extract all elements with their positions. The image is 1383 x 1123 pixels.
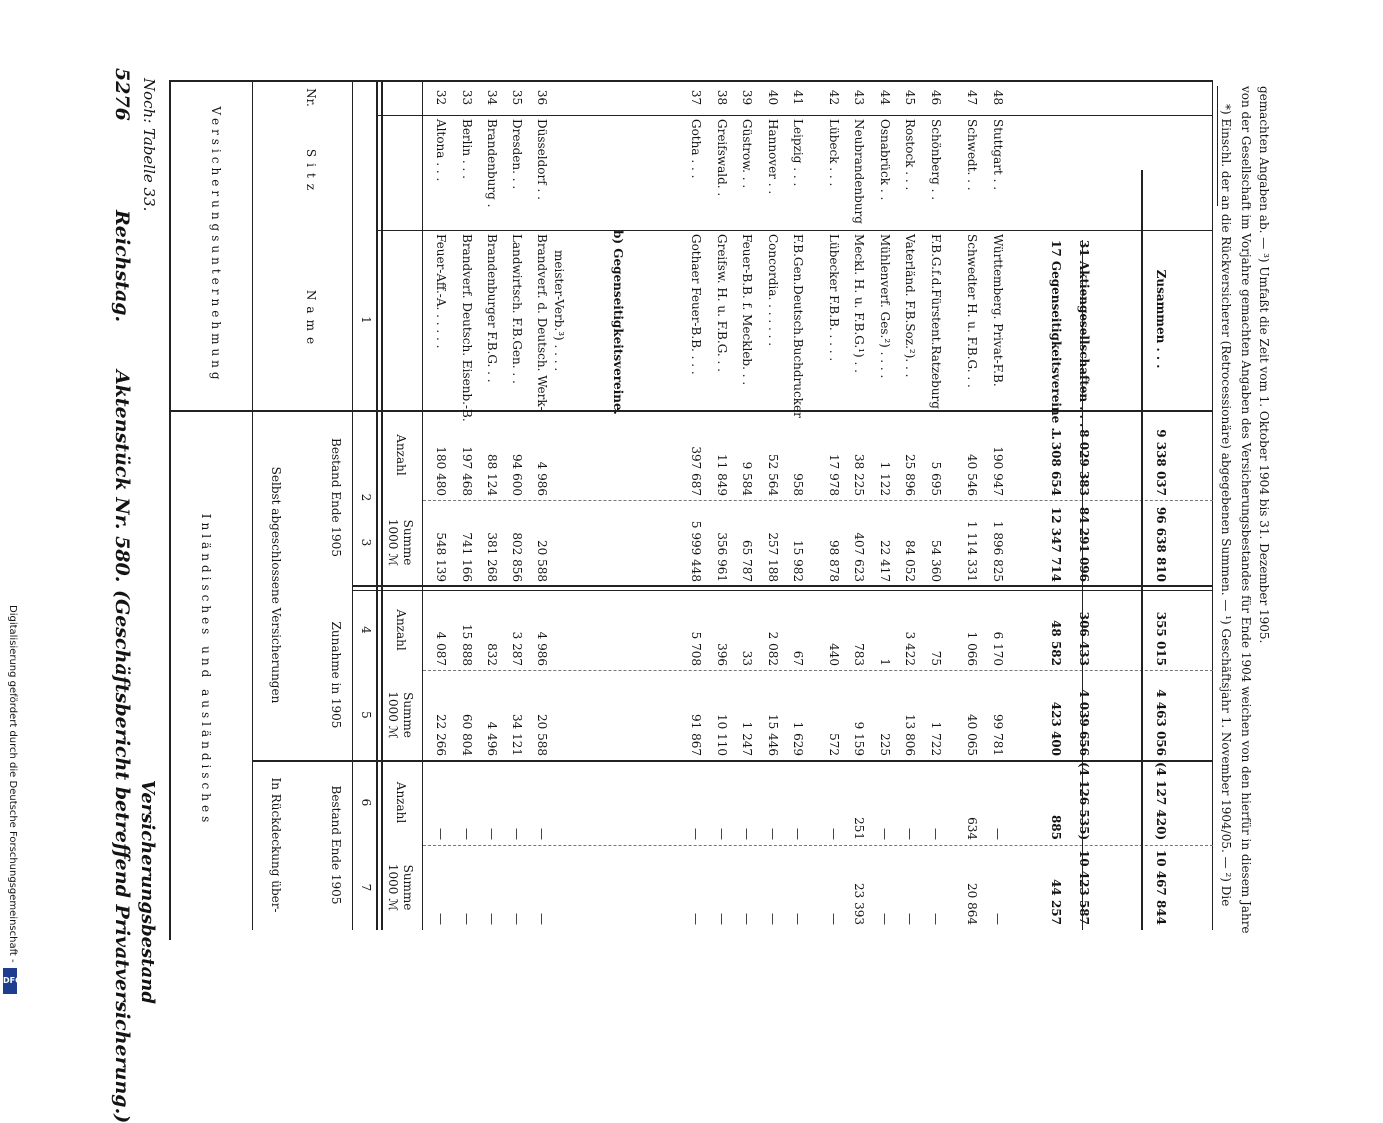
colnum-3: 3 — [359, 538, 373, 547]
table-cell-c2: 88 124 — [485, 454, 499, 496]
table-cell-c2: 190 947 — [991, 446, 1005, 496]
table-cell-c2: 25 896 — [903, 454, 917, 496]
table-cell-c2: 397 687 — [689, 446, 703, 496]
table-cell-nr: 44 — [878, 89, 892, 106]
table-cell-sitz: Berlin . . . — [460, 119, 474, 179]
table-cell-c7: — — [689, 913, 703, 925]
table-top-rule — [169, 80, 171, 940]
table-cell-nr: 45 — [903, 89, 917, 106]
table-cell-c3: 381 268 — [485, 532, 499, 582]
actenstueck-title: Aktenstück Nr. 580. — [111, 370, 133, 583]
table-cell-c5: 20 588 — [535, 714, 549, 756]
unit-header-5: 1000 ℳ — [386, 691, 400, 739]
dfg-logo-icon: DFG — [3, 968, 17, 994]
anzahl-header-6: Anzahl — [394, 781, 408, 824]
table-cell-c6: 251 — [852, 817, 866, 840]
footnote-line-3: gemachten Angaben ab. — ³) Umfaßt die Zeit vom 1. Oktober 1904 bis 31. Dezember 1905. — [1257, 86, 1271, 644]
page-number: 5276 — [111, 68, 133, 121]
table-cell-c5: 9 159 — [852, 721, 866, 756]
table-cell-c5: 1 247 — [740, 721, 754, 756]
publication-title: Reichstag. — [111, 210, 133, 323]
col-sep-sitz — [378, 230, 1213, 231]
name-header: Name — [304, 289, 318, 351]
totals-cell-c2: 8 029 383 — [1077, 429, 1091, 496]
table-cell-c6: — — [929, 828, 943, 840]
table-cell-c5: 1 629 — [791, 721, 805, 756]
table-cell-nr: 46 — [929, 89, 943, 106]
table-cell-name: F.B.G.f.d.Fürstent.Ratzeburg — [929, 234, 943, 409]
table-cell-c4: 6 170 — [991, 631, 1005, 666]
table-cell-c4: 3 287 — [510, 631, 524, 666]
table-cell-c7: — — [740, 913, 754, 925]
table-cell-c6: 634 — [965, 817, 979, 840]
table-cell-name: Brandverf. d. Deutsch. Werk- — [535, 234, 549, 411]
table-cell-c6: — — [460, 828, 474, 840]
table-cell-nr: 42 — [827, 89, 841, 106]
table-cell-nr: 47 — [965, 89, 979, 106]
table-cell-c3: 1 114 331 — [965, 520, 979, 582]
totals-cell-c5: 423 400 — [1049, 701, 1063, 756]
table-cell-c6: — — [715, 828, 729, 840]
table-cell-c4: 396 — [715, 643, 729, 666]
table-cell-name: Brandenburger F.B.G. . . — [485, 234, 499, 383]
zunahme-header: Zunahme in 1905 — [329, 621, 343, 729]
table-cell-c3: 84 052 — [903, 540, 917, 582]
table-cell-c5: 13 806 — [903, 714, 917, 756]
table-cell-nr: 38 — [715, 89, 729, 106]
table-cell-c5: 225 — [878, 733, 892, 756]
grand-total-cell-c5: 4 463 056 — [1154, 689, 1168, 756]
table-cell-c7: — — [766, 913, 780, 925]
anzahl-header-4: Anzahl — [394, 609, 408, 651]
table-cell-c2: 38 225 — [852, 454, 866, 496]
table-cell-c7: — — [434, 913, 448, 925]
grand-total-cell-c4: 355 015 — [1154, 611, 1168, 666]
table-cell-nr: 36 — [535, 89, 549, 106]
table-cell-c3: 20 588 — [535, 540, 549, 582]
table-cell-sitz: Dresden. . . — [510, 119, 524, 190]
table-cell-nr: 43 — [852, 89, 866, 106]
table-cell-nr: 34 — [485, 89, 499, 106]
table-cell-c7: — — [903, 913, 917, 925]
table-cell-c4: 440 — [827, 643, 841, 666]
table-cell-name: Mühlenverf. Ges.²) . . . . — [878, 234, 892, 379]
section-title: Versicherungsbestand — [137, 780, 158, 1004]
table-cell-c2: 1 122 — [878, 461, 892, 496]
table-cell-c2: 4 986 — [535, 461, 549, 496]
table-cell-name: Schwedter H. u. F.B.G. . . — [965, 234, 979, 388]
table-cell-sitz: Leipzig . . . — [791, 119, 805, 187]
summe-header-3: Summe — [401, 519, 415, 566]
unit-header-3: 1000 ℳ — [386, 518, 400, 567]
footnote-line-1: *) Einschl. der an die Rückversicherer (Retrocessionäre) abgegebenen Summen. — ¹) Geschäftsjahr 1. November 1904/05. — ²) Die — [1219, 104, 1233, 907]
table-cell-c4: 1 — [878, 658, 892, 666]
table-cell-c6: — — [991, 828, 1005, 840]
table-cell-name: Greifsw. H. u. F.B.G. . . — [715, 234, 729, 372]
table-cell-c7: 20 864 — [965, 883, 979, 925]
table-cell-sitz: Osnabrück . . — [878, 119, 892, 201]
col-sep-3 — [353, 585, 1213, 587]
table-cell-c7: — — [878, 913, 892, 925]
table-cell-c3: 5 999 448 — [689, 520, 703, 582]
table-cell-name: Feuer-Aff.-A. . . . . . — [434, 234, 448, 349]
table-cell-c2: 11 849 — [715, 454, 729, 496]
totals-cell-c4: 306 433 — [1077, 611, 1091, 666]
table-cell-name: Concordia. . . . . . . — [766, 234, 780, 347]
table-cell-sitz: Hannover . . — [766, 119, 780, 195]
table-cell-c3: 802 856 — [510, 532, 524, 582]
colnum-rule-double — [376, 80, 378, 930]
col-sep-nr — [378, 115, 1213, 116]
table-cell-sitz: Güstrow. . . — [740, 119, 754, 189]
table-cell-c5: 34 121 — [510, 714, 524, 756]
table-cell-sitz: Düsseldorf . . — [535, 119, 549, 200]
table-cell-c2: 40 546 — [965, 454, 979, 496]
table-cell-c4: 832 — [485, 643, 499, 666]
table-cell-c5: 1 722 — [929, 721, 943, 756]
table-cell-c7: — — [929, 913, 943, 925]
totals-cell-c6: 885 — [1049, 814, 1063, 840]
header-rule-1 — [252, 80, 253, 930]
table-bottom-rule — [1212, 80, 1213, 930]
table-cell-c7: — — [827, 913, 841, 925]
table-cell-name: Vaterländ. F.B.Soz.²). . . — [903, 234, 917, 378]
table-cell-c2: 180 480 — [434, 446, 448, 496]
table-cell-c7: — — [510, 913, 524, 925]
col-sep-4 — [423, 670, 1213, 671]
unternehmung-header: Versicherungsunternehmung — [209, 106, 223, 384]
table-cell-c3: 65 787 — [740, 540, 754, 582]
grand-total-rule — [1141, 170, 1143, 930]
totals-rule — [1082, 240, 1083, 930]
colnum-4: 4 — [359, 626, 373, 634]
table-cell-c6: — — [827, 828, 841, 840]
footnote-rule — [1217, 86, 1218, 206]
table-cell-c3: 22 417 — [878, 540, 892, 582]
table-cell-c7: — — [791, 913, 805, 925]
table-cell-c5: 10 110 — [715, 714, 729, 756]
table-cell-name-continued: meister-Verb.³) . . . . — [552, 250, 566, 372]
table-cell-sitz: Greifswald. . — [715, 119, 729, 197]
table-cell-c4: 67 — [791, 650, 805, 666]
rueck-header: In Rückdeckung über- — [269, 777, 283, 913]
table-cell-c5: 4 496 — [485, 721, 499, 756]
header-rule-3 — [422, 80, 423, 930]
table-cell-c2: 197 468 — [460, 446, 474, 496]
table-cell-c3: 548 139 — [434, 532, 448, 582]
header-rule-2 — [352, 80, 353, 930]
table-cell-c3: 741 166 — [460, 532, 474, 582]
table-cell-sitz: Rostock . . . — [903, 119, 917, 191]
anzahl-header-2: Anzahl — [394, 434, 408, 476]
table-cell-c3: 98 878 — [827, 540, 841, 582]
table-cell-nr: 35 — [510, 89, 524, 106]
table-cell-c5: 572 — [827, 733, 841, 756]
table-cell-c6: — — [434, 828, 448, 840]
table-cell-c4: 75 — [929, 650, 943, 666]
table-cell-name: Württemberg. Privat-F.B. — [991, 234, 1005, 387]
table-cell-name: Meckl. H. u. F.B.G.¹) . . — [852, 234, 866, 373]
table-cell-c6: — — [766, 828, 780, 840]
table-cell-c3: 1 896 825 — [991, 520, 1005, 582]
totals-cell-c6: (4 126 535) — [1077, 762, 1091, 841]
table-cell-nr: 37 — [689, 89, 703, 106]
table-cell-c6: — — [791, 828, 805, 840]
unit-header-7: 1000 ℳ — [386, 863, 400, 912]
table-cell-name: Feuer-B.B. f. Meckleb. . . — [740, 234, 754, 386]
table-cell-nr: 48 — [991, 89, 1005, 106]
grand-total-cell-c7: 10 467 844 — [1154, 849, 1168, 925]
table-cell-name: Landwirtsch. F.B.Gen. . . — [510, 234, 524, 384]
bestand-header: Bestand Ende 1905 — [329, 438, 343, 557]
nr-header: Nr. — [304, 88, 318, 107]
table-cell-c5: 15 446 — [766, 714, 780, 756]
table-cell-c4: 33 — [740, 650, 754, 666]
colnum-5: 5 — [359, 711, 373, 719]
digitization-note: Digitalisierung gefördert durch die Deutsche Forschungsgemeinschaft - — [7, 605, 18, 963]
totals-cell-c3: 84 291 096 — [1077, 506, 1091, 582]
table-cell-c4: 2 082 — [766, 631, 780, 666]
table-cell-name: Gothaer Feuer-B.B. . . . — [689, 234, 703, 375]
table-cell-sitz: Gotha . . . — [689, 119, 703, 179]
table-cell-c5: 22 266 — [434, 714, 448, 756]
table-cell-sitz: Schwedt. . . — [965, 119, 979, 191]
table-cell-c7: — — [535, 913, 549, 925]
colnum-2: 2 — [359, 493, 373, 502]
table-cell-nr: 32 — [434, 89, 448, 106]
table-cell-c7: — — [460, 913, 474, 925]
table-cell-c7: — — [991, 913, 1005, 925]
grand-total-cell-c6: (4 127 420) — [1154, 762, 1168, 841]
totals-cell-c3: 12 347 714 — [1049, 506, 1063, 582]
table-cell-c7: 23 393 — [852, 883, 866, 925]
table-reference: Noch: Tabelle 33. — [140, 78, 158, 212]
table-cell-sitz: Lübeck . . . — [827, 119, 841, 187]
col-sep-2 — [423, 500, 1213, 501]
table-cell-sitz: Altona . . . — [434, 119, 448, 182]
table-cell-c5: 60 804 — [460, 714, 474, 756]
table-cell-c4: 15 888 — [460, 624, 474, 666]
table-cell-c4: 5 708 — [689, 631, 703, 666]
colnum-rule — [381, 80, 383, 930]
table-cell-c6: — — [689, 828, 703, 840]
table-cell-c6: — — [510, 828, 524, 840]
table-cell-nr: 40 — [766, 89, 780, 106]
table-cell-c7: — — [715, 913, 729, 925]
table-cell-c6: — — [903, 828, 917, 840]
table-cell-c6: — — [535, 828, 549, 840]
table-cell-sitz: Schönberg . . — [929, 119, 943, 201]
table-cell-nr: 39 — [740, 89, 754, 106]
table-cell-c5: 91 867 — [689, 714, 703, 756]
summe-header-5: Summe — [401, 692, 415, 738]
table-cell-sitz: Neubrandenburg — [852, 119, 866, 224]
table-cell-c5: 99 781 — [991, 714, 1005, 756]
grand-total-cell-c2: 9 338 037 — [1154, 429, 1168, 496]
grand-total-cell-label: Zusammen . . . — [1154, 269, 1168, 369]
section-b-title: b) Gegenseitigkeitsvereine. — [611, 230, 625, 415]
table-cell-c4: 4 986 — [535, 631, 549, 666]
table-cell-c5: 40 065 — [965, 714, 979, 756]
table-cell-c4: 1 066 — [965, 631, 979, 666]
bestand-rueck-header: Bestand Ende 1905 — [329, 785, 343, 905]
colnum-7: 7 — [359, 883, 373, 892]
subject-title: (Geschäftsbericht betreffend Privatversicherung.) — [111, 590, 133, 1123]
table-cell-c4: 4 087 — [434, 631, 448, 666]
table-cell-c4: 783 — [852, 643, 866, 666]
table-cell-sitz: Brandenburg . — [485, 119, 499, 208]
colnum-6: 6 — [359, 798, 373, 807]
totals-cell-c4: 48 582 — [1049, 620, 1063, 666]
totals-cell-c7: 44 257 — [1049, 879, 1063, 925]
sitz-header: Sitz — [304, 148, 318, 197]
table-cell-c2: 52 564 — [766, 454, 780, 496]
table-cell-c3: 407 623 — [852, 532, 866, 582]
table-cell-name: Lübecker F.B.B. . . . . — [827, 234, 841, 362]
table-cell-c6: — — [485, 828, 499, 840]
table-cell-c2: 958 — [791, 473, 805, 496]
totals-cell-label: 17 Gegenseitigkeitsvereine . . — [1049, 240, 1063, 440]
table-cell-c4: 3 422 — [903, 631, 917, 666]
table-cell-c7: — — [485, 913, 499, 925]
totals-cell-c7: 10 423 587 — [1077, 849, 1091, 925]
table-cell-name: F.B.Gen.Deutsch.Buchdrucker — [791, 234, 805, 418]
table-cell-name: Brandverf. Deutsch. Eisenb.-B. — [460, 234, 474, 422]
table-cell-c3: 54 360 — [929, 540, 943, 582]
col-sep-3b — [353, 590, 1213, 591]
table-cell-c3: 257 188 — [766, 532, 780, 582]
table-cell-c2: 17 978 — [827, 454, 841, 496]
table-cell-c2: 9 584 — [740, 461, 754, 496]
totals-cell-c2: 1 308 654 — [1049, 429, 1063, 496]
table-cell-sitz: Stuttgart . . — [991, 119, 1005, 191]
table-cell-c2: 94 600 — [510, 454, 524, 496]
colnum-1: 1 — [359, 316, 373, 324]
summe-header-7: Summe — [401, 864, 415, 911]
grand-total-cell-c3: 96 638 810 — [1154, 506, 1168, 582]
table-cell-c6: — — [878, 828, 892, 840]
table-cell-nr: 41 — [791, 89, 805, 106]
footnote-line-2: von der Gesellschaft im Vorjahre gemachten Angaben des Versicherungsbestandes für Ende 1904 weichen von den hierfür in diesem Jahre — [1239, 86, 1253, 934]
totals-cell-label: 31 Aktiengesellschaften . . . — [1077, 240, 1091, 428]
table-cell-c3: 15 982 — [791, 540, 805, 582]
group-header: Inländisches und ausländisches — [199, 513, 213, 827]
col-sep-6 — [423, 845, 1213, 846]
totals-cell-c5: 4 039 656 — [1077, 689, 1091, 756]
table-cell-c2: 5 695 — [929, 461, 943, 496]
table-cell-nr: 33 — [460, 89, 474, 106]
table-cell-c3: 356 961 — [715, 532, 729, 582]
table-cell-c6: — — [740, 828, 754, 840]
selbst-header: Selbst abgeschlossene Versicherungen — [269, 466, 283, 704]
